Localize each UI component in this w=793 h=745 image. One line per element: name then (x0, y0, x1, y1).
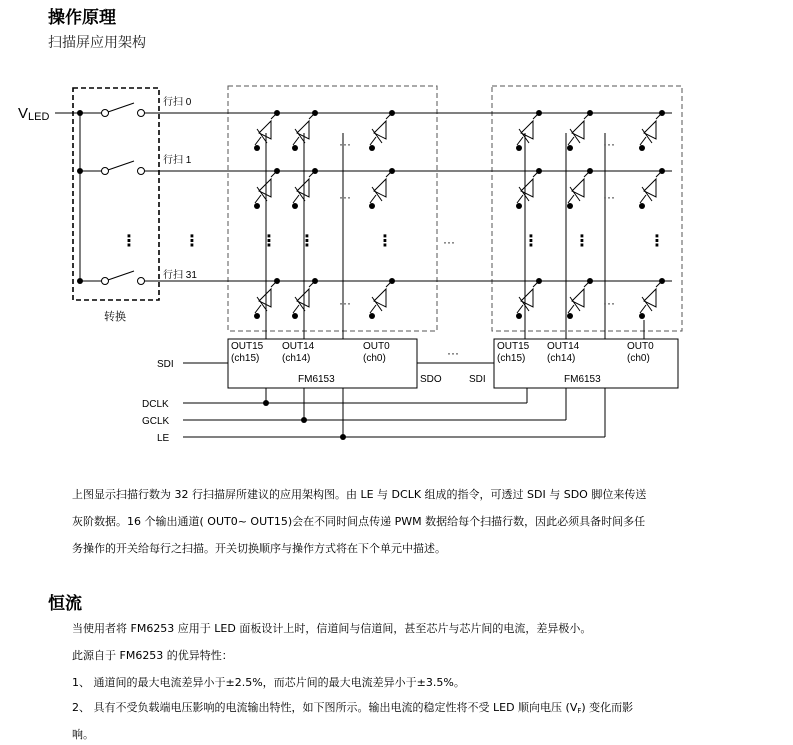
junction-dot (369, 203, 375, 209)
diode-lead (584, 113, 590, 119)
chip-left-name: FM6153 (298, 374, 335, 385)
diode-lead (370, 195, 376, 203)
diode-icon (374, 121, 386, 139)
sdi-label: SDI (157, 359, 174, 370)
diode-lead (568, 305, 574, 313)
diode-icon (572, 121, 584, 139)
diode-lead (271, 281, 277, 287)
diode-lead (255, 195, 261, 203)
junction-dot (639, 203, 645, 209)
ellipsis-v: ⋮ (523, 233, 539, 250)
junction-dot (254, 145, 260, 151)
diode-lead (533, 113, 539, 119)
ellipsis-v: ⋮ (299, 233, 315, 250)
ellipsis-h: ··· (339, 190, 351, 204)
switch-contact (138, 110, 145, 117)
diode-lead (309, 113, 315, 119)
diode-icon (521, 179, 533, 197)
diode-lead (255, 305, 261, 313)
chip-left-ch14: (ch14) (282, 353, 311, 364)
ellipsis-h: ··· (339, 137, 351, 151)
diode-icon (572, 289, 584, 307)
ellipsis-h: ··· (447, 346, 459, 360)
section-title-constant-current: 恒流 (48, 594, 82, 614)
diode-lead (568, 195, 574, 203)
chip-right-out14: OUT14 (547, 341, 580, 352)
diode-lead (656, 281, 662, 287)
junction-dot (254, 313, 260, 319)
junction-dot (254, 203, 260, 209)
ellipsis-v: ⋮ (574, 233, 590, 250)
diode-lead (386, 171, 392, 177)
diode-icon (374, 179, 386, 197)
chip-right-out0: OUT0 (627, 341, 654, 352)
paragraph-1-line-2: 灰阶数据。16 个输出通道( OUT0~ OUT15)会在不同时间点传递 PWM 数据给每个扫描行数，因此必须具备时间多任 (72, 515, 646, 528)
diode-lead (370, 305, 376, 313)
diode-lead (255, 137, 261, 145)
vled-label: VLED (18, 105, 50, 123)
chip-right-ch0: (ch0) (627, 353, 650, 364)
ellipsis-v: ⋮ (377, 233, 393, 250)
junction-dot (292, 313, 298, 319)
diode-lead (656, 113, 662, 119)
diode-icon (521, 121, 533, 139)
diode-lead (656, 171, 662, 177)
diode-icon (572, 179, 584, 197)
list-item-2: 2、 具有不受负载端电压影响的电流输出特性，如下图所示。输出电流的稳定性将不受 LED 顺向电压 (VF) 变化而影 (72, 701, 634, 715)
junction-dot (301, 417, 307, 423)
diode-icon (644, 179, 656, 197)
chip-right-ch14: (ch14) (547, 353, 576, 364)
ellipsis-h: ··· (603, 296, 615, 310)
ellipsis-v: ⋮ (121, 233, 137, 250)
diode-icon (259, 121, 271, 139)
junction-dot (369, 145, 375, 151)
junction-dot (639, 145, 645, 151)
row-label-1: 行扫 1 (163, 155, 192, 166)
diode-lead (293, 195, 299, 203)
ellipsis-h: ··· (603, 137, 615, 151)
diode-lead (271, 113, 277, 119)
ellipsis-v: ⋮ (649, 233, 665, 250)
list-item-2-cont: 响。 (72, 728, 94, 741)
switch-blade (108, 161, 134, 170)
switch-blade (108, 271, 134, 280)
diode-lead (640, 305, 646, 313)
diode-icon (297, 121, 309, 139)
diode-icon (644, 121, 656, 139)
chip-left-out15: OUT15 (231, 341, 264, 352)
switch-contact (102, 168, 109, 175)
junction-dot (516, 145, 522, 151)
diode-lead (293, 137, 299, 145)
diode-icon (374, 289, 386, 307)
diode-lead (584, 171, 590, 177)
diode-lead (271, 171, 277, 177)
switch-blade (108, 103, 134, 112)
diode-lead (533, 171, 539, 177)
figure-caption: 扫描屏应用架构 (48, 35, 146, 51)
junction-dot (292, 203, 298, 209)
list-item-1: 1、 通道间的最大电流差异小于±2.5%，而芯片间的最大电流差异小于±3.5%。 (72, 676, 465, 689)
chip-left-out14: OUT14 (282, 341, 315, 352)
row-label-0: 行扫 0 (163, 97, 192, 108)
diode-lead (386, 281, 392, 287)
paragraph-1-line-1: 上图显示扫描行数为 32 行扫描屏所建议的应用架构图。由 LE 与 DCLK 组成的指令，可透过 SDI 与 SDO 脚位来传送 (72, 488, 647, 501)
diode-lead (517, 305, 523, 313)
junction-dot (263, 400, 269, 406)
ellipsis-h: ··· (603, 190, 615, 204)
gclk-label: GCLK (142, 416, 170, 427)
ellipsis-h: ··· (443, 235, 455, 249)
diode-lead (309, 171, 315, 177)
diode-lead (533, 281, 539, 287)
junction-dot (567, 313, 573, 319)
switch-contact (102, 110, 109, 117)
junction-dot (516, 203, 522, 209)
sdo-label: SDO (420, 374, 442, 385)
diode-lead (517, 195, 523, 203)
junction-dot (292, 145, 298, 151)
row-label-31: 行扫 31 (163, 270, 197, 281)
diode-icon (297, 289, 309, 307)
ellipsis-v: ⋮ (261, 233, 277, 250)
junction-dot (369, 313, 375, 319)
switch-contact (138, 168, 145, 175)
junction-dot (567, 145, 573, 151)
diode-lead (568, 137, 574, 145)
junction-dot (639, 313, 645, 319)
diode-lead (584, 281, 590, 287)
chip-right-out15: OUT15 (497, 341, 530, 352)
diode-lead (640, 137, 646, 145)
switch-contact (102, 278, 109, 285)
paragraph-1-line-3: 务操作的开关给每行之扫描。开关切换顺序与操作方式将在下个单元中描述。 (72, 542, 446, 555)
diode-icon (297, 179, 309, 197)
diode-lead (640, 195, 646, 203)
switch-box (73, 88, 159, 300)
section-2-line-1: 当使用者将 FM6253 应用于 LED 面板设计上时，信道间与信道间，甚至芯片与芯片间的电流，差异极小。 (72, 622, 592, 635)
section-title-operation: 操作原理 (48, 8, 116, 28)
chip-right-name: FM6153 (564, 374, 601, 385)
chip-left-ch0: (ch0) (363, 353, 386, 364)
chip-right-ch15: (ch15) (497, 353, 526, 364)
diode-icon (644, 289, 656, 307)
junction-dot (567, 203, 573, 209)
led-panel-box-left (228, 86, 437, 331)
chip-left-out0: OUT0 (363, 341, 390, 352)
diode-lead (386, 113, 392, 119)
le-label: LE (157, 433, 170, 444)
diode-icon (521, 289, 533, 307)
ellipsis-v: ⋮ (184, 233, 200, 250)
diode-lead (370, 137, 376, 145)
chip-left-ch15: (ch15) (231, 353, 260, 364)
junction-dot (516, 313, 522, 319)
diode-icon (259, 289, 271, 307)
dclk-label: DCLK (142, 399, 169, 410)
diode-lead (517, 137, 523, 145)
switch-contact (138, 278, 145, 285)
junction-dot (340, 434, 346, 440)
section-2-line-2: 此源自于 FM6253 的优异特性： (72, 649, 233, 662)
ellipsis-h: ··· (339, 296, 351, 310)
diode-icon (259, 179, 271, 197)
diode-lead (293, 305, 299, 313)
diode-lead (309, 281, 315, 287)
switch-label: 转换 (104, 311, 126, 323)
sdi-label-right: SDI (469, 374, 486, 385)
